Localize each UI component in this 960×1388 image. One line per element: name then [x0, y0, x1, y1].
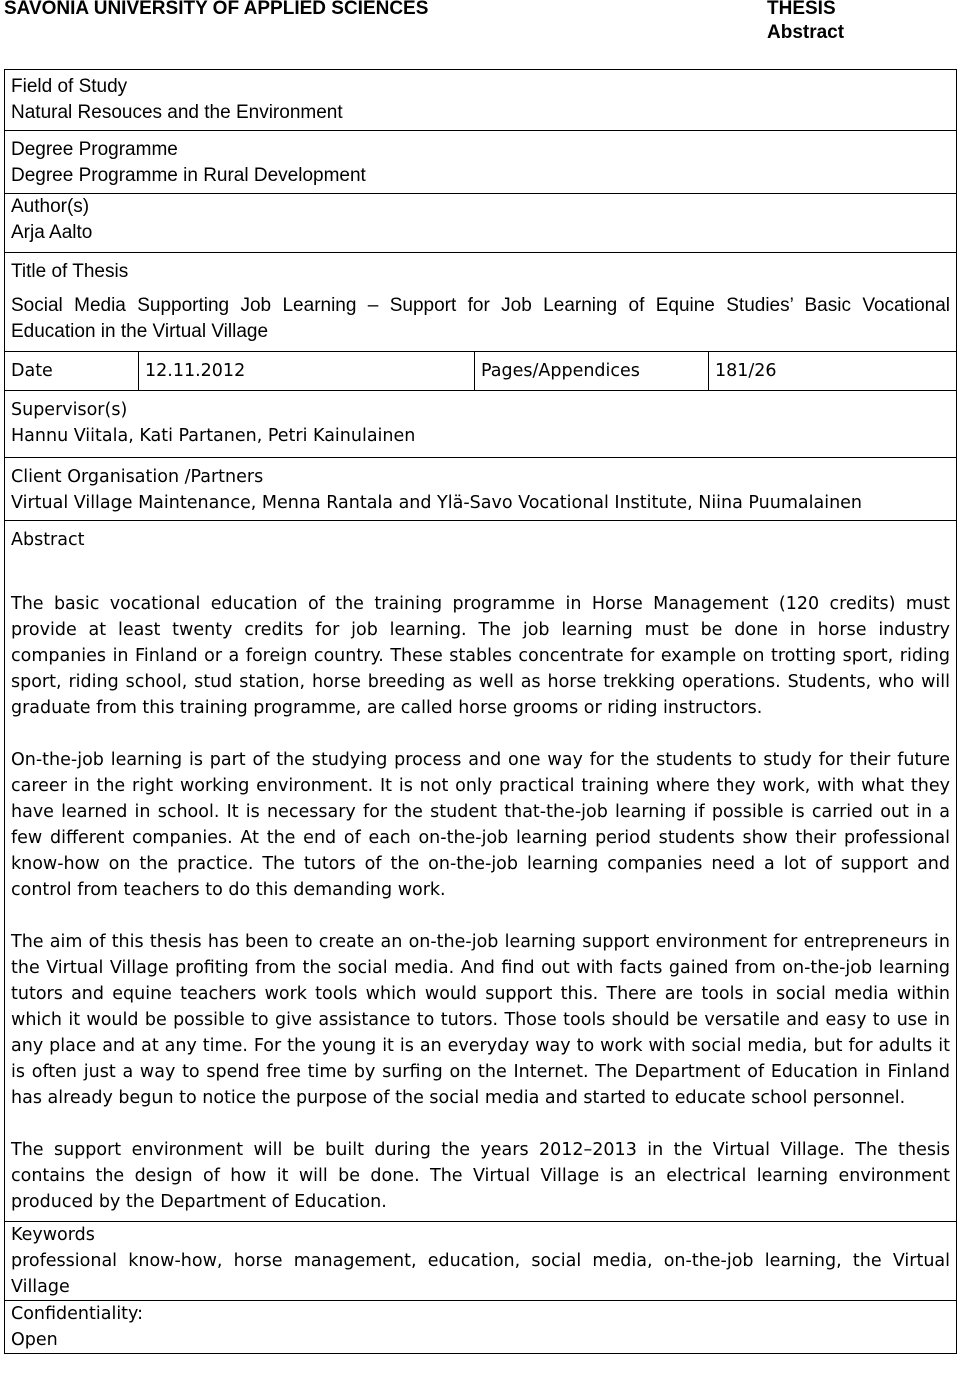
confidentiality-value: Open: [11, 1330, 58, 1350]
page-header: [0, 0, 960, 50]
author-label: Author(s): [11, 196, 90, 217]
degree-programme-label: Degree Programme: [11, 139, 178, 160]
keywords-label: Keywords: [11, 1225, 95, 1245]
supervisors-section: [5, 391, 956, 458]
client-value: Virtual Village Maintenance, Menna Rantala and Ylä-Savo Vocational Institute, Niina Puumalainen: [11, 493, 863, 513]
date-label: Date: [5, 352, 139, 390]
title-label: Title of Thesis: [11, 261, 129, 282]
abstract-section: [5, 521, 956, 1222]
pages-value: 181/26: [715, 361, 777, 381]
field-of-study-label: Field of Study: [11, 76, 128, 97]
pages-label: Pages/Appendices: [475, 352, 709, 390]
client-label: Client Organisation /Partners: [11, 467, 264, 487]
field-of-study-section: [5, 70, 956, 131]
university-name: SAVONIA UNIVERSITY OF APPLIED SCIENCES: [4, 0, 429, 19]
field-of-study-value: Natural Resouces and the Environment: [11, 102, 343, 123]
abstract-paragraph: On-the-job learning is part of the studying process and one way for the students to study for their future career in the right working environment. It is not only practical training where they work, with what they have learned in school. It is necessary for the student that-the-job learning if possible is carried out in a few different companies. At the end of each on-the-job learning period students show their professional know-how on the practice. The tutors of the on-the-job learning companies need a lot of support and control from teachers to do this demanding work.: [11, 750, 950, 900]
degree-programme-value: Degree Programme in Rural Development: [11, 165, 366, 186]
abstract-label: Abstract: [11, 530, 85, 550]
supervisors-label: Supervisor(s): [11, 400, 128, 420]
keywords-value: professional know-how, horse management, education, social media, on-the-job learning, the Virtual Village: [11, 1251, 950, 1297]
client-section: [5, 458, 956, 521]
author-section: [5, 194, 956, 253]
doc-subtype: Abstract: [767, 22, 845, 43]
keywords-section: [5, 1222, 956, 1301]
abstract-paragraph: The basic vocational education of the training programme in Horse Management (120 credits) must provide at least twenty credits for job learning. The job learning must be done in horse industry companies in Finland or a foreign country. These stables concentrate for example on trotting sport, riding sport, riding school, stud station, horse breeding as well as horse trekking operations. Students, who will graduate from this training programme, are called horse grooms or riding instructors.: [11, 594, 950, 718]
title-value: Social Media Supporting Job Learning – Support for Job Learning of Equine Studies’ Basic Vocational Education in the Virtual Village: [11, 295, 950, 342]
abstract-paragraph: The aim of this thesis has been to create an on-the-job learning support environment for entrepreneurs in the Virtual Village profiting from the social media. And find out with facts gained from on-the-job learning tutors and equine teachers work tools which would support this. There are tools in social media within which it would be possible to give assistance to tutors. Those tools should be versatile and easy to use in any place and at any time. For the young it is an everyday way to work with social media, but for adults it is often just a way to spend free time by surfing on the Internet. The Department of Education in Finland has already begun to notice the purpose of the social media and started to educate school personnel.: [11, 932, 950, 1108]
degree-programme-section: [5, 131, 956, 194]
doc-type: THESIS: [767, 0, 836, 19]
title-section: [5, 253, 956, 352]
supervisors-value: Hannu Viitala, Kati Partanen, Petri Kainulainen: [11, 426, 416, 446]
author-value: Arja Aalto: [11, 222, 93, 243]
date-pages-row: [5, 352, 956, 391]
document-type: [767, 0, 844, 45]
abstract-form: [4, 69, 957, 1354]
confidentiality-section: [5, 1301, 956, 1353]
abstract-paragraph: The support environment will be built during the years 2012–2013 in the Virtual Village. The thesis contains the design of how it will be done. The Virtual Village is an electrical learning environment produced by the Department of Education.: [11, 1140, 950, 1212]
confidentiality-label: Confidentiality:: [11, 1304, 144, 1324]
date-value: 12.11.2012: [139, 352, 475, 390]
